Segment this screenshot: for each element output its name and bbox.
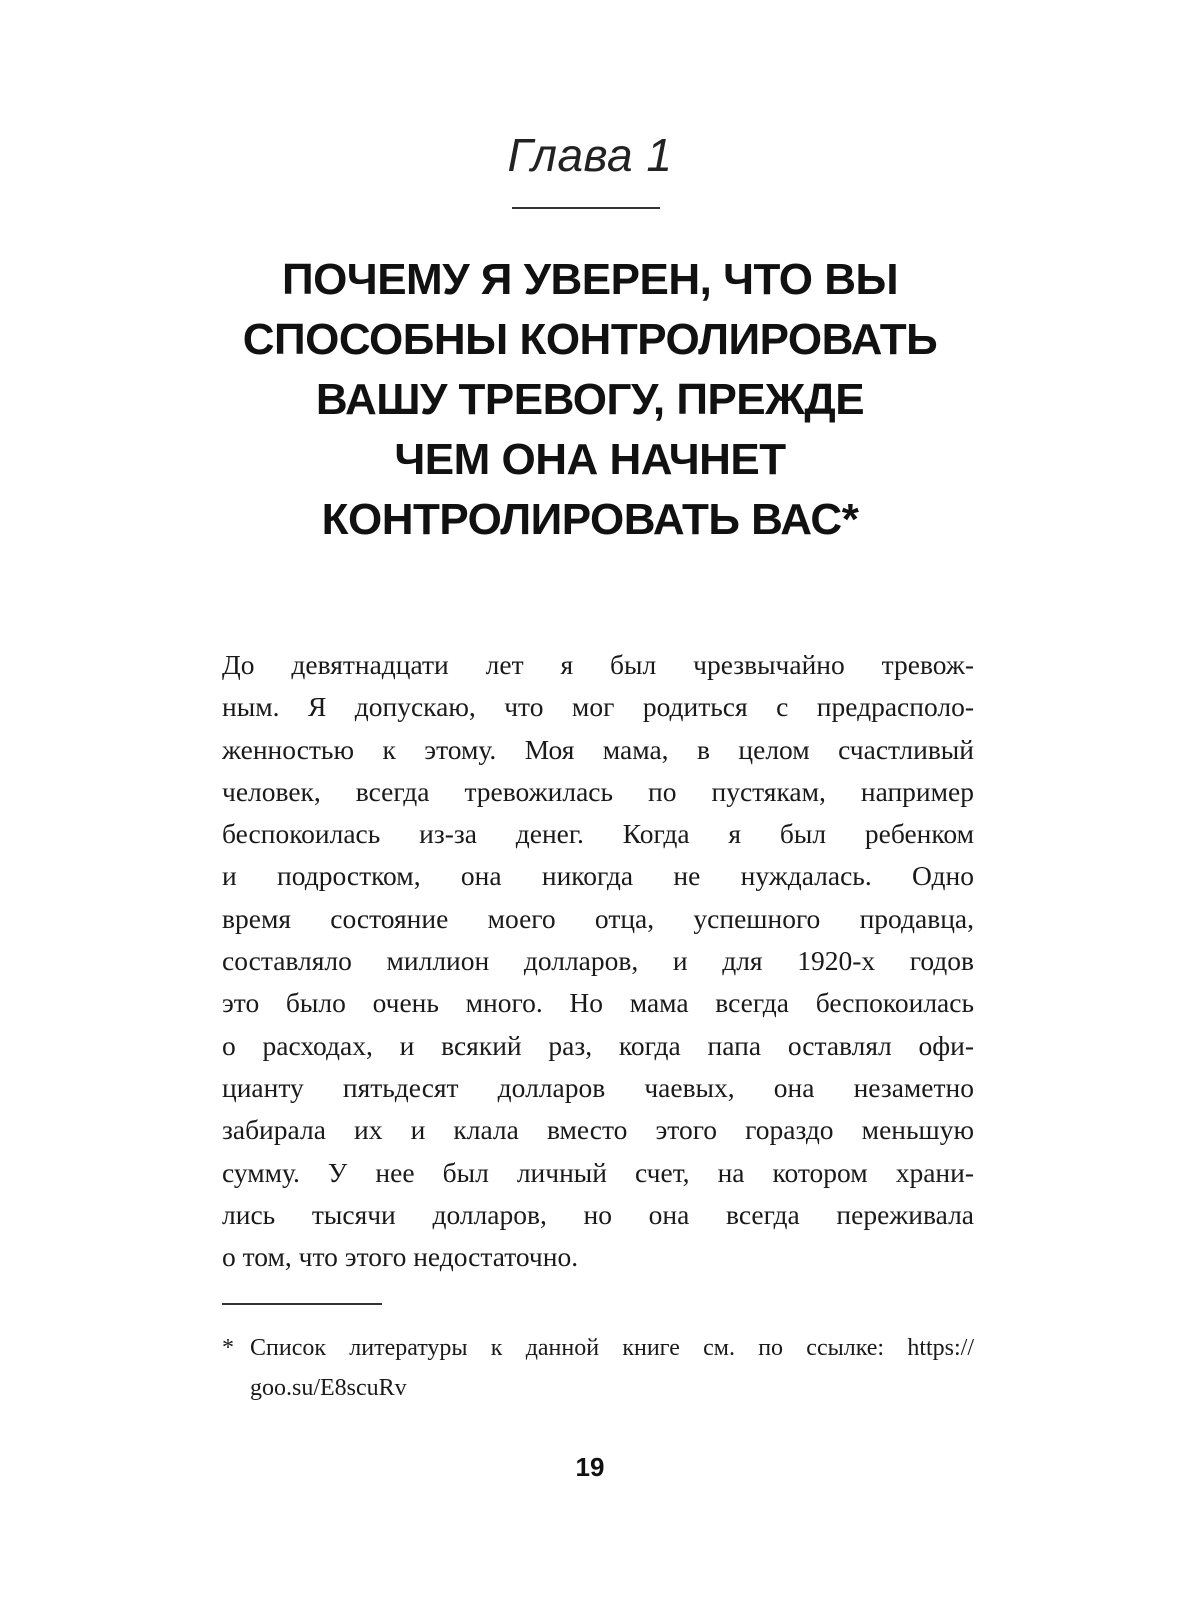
footnote-mark: *: [222, 1335, 234, 1361]
footnote-link[interactable]: goo.su/E8scuRv: [250, 1375, 407, 1401]
body-line: лись тысячи долларов, но она всегда переживала: [222, 1198, 974, 1230]
footnote: [222, 1328, 974, 1408]
body-line: время состояние моего отца, успешного продавца,: [222, 902, 974, 934]
body-line: о расходах, и всякий раз, когда папа оставлял офи-: [222, 1029, 974, 1061]
body-line: беспокоилась из-за денег. Когда я был ребенком: [222, 818, 974, 850]
body-line: цианту пятьдесят долларов чаевых, она незаметно: [222, 1071, 974, 1103]
body-line: женностью к этому. Моя мама, в целом счастливый: [222, 733, 974, 765]
body-line: о том, что этого недостаточно.: [222, 1241, 579, 1273]
body-line: человек, всегда тревожилась по пустякам, например: [222, 775, 974, 807]
body-line: ным. Я допускаю, что мог родиться с предрасполо-: [222, 691, 974, 723]
body-line: До девятнадцати лет я был чрезвычайно тревож-: [222, 649, 974, 680]
chapter-title: [140, 250, 1040, 550]
chapter-label: Глава 1: [507, 129, 673, 181]
body-line: это было очень много. Но мама всегда беспокоилась: [222, 987, 974, 1019]
footnote-divider: [222, 1303, 382, 1305]
body-paragraph: [222, 644, 974, 1278]
chapter-title-line: ПОЧЕМУ Я УВЕРЕН, ЧТО ВЫ: [281, 255, 899, 304]
body-line: составляло миллион долларов, и для 1920-х годов: [222, 945, 974, 977]
body-line: сумму. У нее был личный счет, на котором храни-: [222, 1156, 974, 1188]
page-number: 19: [575, 1452, 605, 1482]
body-line: забирала их и клала вместо этого гораздо меньшую: [222, 1114, 974, 1146]
chapter-divider: [512, 207, 660, 209]
footnote-line: Список литературы к данной книге см. по ссылке: https://: [250, 1335, 974, 1361]
footnote-text: [250, 1328, 974, 1408]
body-line: и подростком, она никогда не нуждалась. Одно: [222, 860, 974, 892]
chapter-title-line: СПОСОБНЫ КОНТРОЛИРОВАТЬ: [242, 315, 938, 364]
chapter-title-line: КОНТРОЛИРОВАТЬ ВАС*: [321, 495, 859, 544]
chapter-title-line: ВАШУ ТРЕВОГУ, ПРЕЖДЕ: [315, 375, 865, 424]
chapter-title-line: ЧЕМ ОНА НАЧНЕТ: [394, 435, 786, 484]
